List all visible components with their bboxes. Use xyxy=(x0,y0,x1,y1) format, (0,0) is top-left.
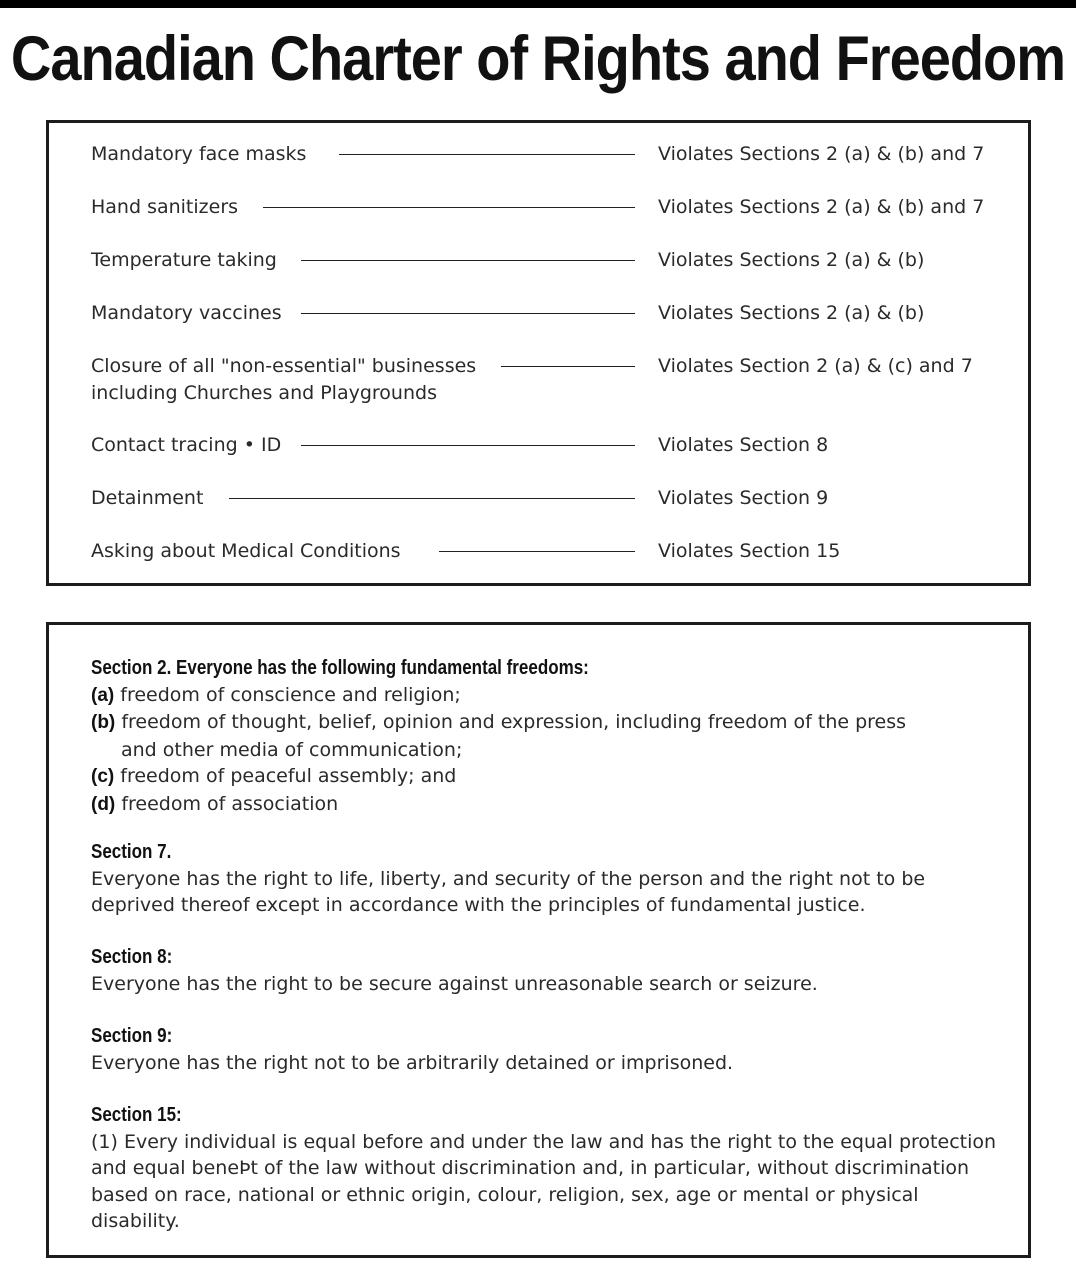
section-text: deprived thereof except in accordance with the principles of fundamental justice. xyxy=(91,894,866,916)
violations-box xyxy=(46,120,1031,586)
violation-result: Violates Section 8 xyxy=(658,434,829,456)
violation-result: Violates Section 2 (a) & (c) and 7 xyxy=(658,355,973,377)
section-text: Everyone has the right to life, liberty, and security of the person and the right not to be xyxy=(91,867,926,890)
section-text: based on race, national or ethnic origin, colour, religion, sex, age or mental or physical xyxy=(91,1183,919,1206)
section-text: (1) Every individual is equal before and under the law and has the right to the equal protection xyxy=(91,1130,997,1153)
section-9 xyxy=(91,1023,733,1076)
item-text-continued: and other media of communication; xyxy=(121,738,463,761)
leader-line xyxy=(301,313,635,314)
section-8 xyxy=(91,944,818,997)
measure-label: Contact tracing • ID xyxy=(91,434,282,456)
section-15 xyxy=(91,1102,996,1235)
leader-line xyxy=(263,207,635,208)
item-tag: (a) xyxy=(91,684,115,706)
item-tag: (d) xyxy=(91,793,116,815)
section-heading: Section 9: xyxy=(91,1025,173,1047)
measure-label: Asking about Medical Conditions xyxy=(91,540,401,562)
page-title: Canadian Charter of Rights and Freedom xyxy=(10,23,1066,94)
section-text: Everyone has the right not to be arbitrarily detained or imprisoned. xyxy=(91,1051,734,1074)
leader-line xyxy=(501,366,635,367)
item-text: freedom of thought, belief, opinion and expression, including freedom of the press xyxy=(121,711,907,733)
leader-line xyxy=(229,498,635,499)
violation-result: Violates Sections 2 (a) & (b) xyxy=(658,249,925,271)
violation-result: Violates Section 15 xyxy=(658,540,841,562)
top-border-bar xyxy=(0,0,1076,8)
measure-label: Temperature taking xyxy=(91,249,277,271)
leader-line xyxy=(439,551,635,552)
measure-label: Mandatory vaccines xyxy=(91,302,282,324)
item-text: freedom of association xyxy=(121,792,339,815)
leader-line xyxy=(339,154,635,155)
measure-label: Detainment xyxy=(91,487,204,509)
item-tag: (b) xyxy=(91,712,116,733)
item-tag: (c) xyxy=(91,766,115,787)
violation-result: Violates Section 9 xyxy=(658,487,829,509)
leader-line xyxy=(301,260,635,261)
leader-line xyxy=(301,445,635,446)
measure-label: Hand sanitizers xyxy=(91,196,239,218)
section-heading: Section 7. xyxy=(91,841,172,863)
violation-result: Violates Sections 2 (a) & (b) and 7 xyxy=(658,196,985,218)
section-text: disability. xyxy=(91,1210,180,1232)
measure-label: Closure of all "non-essential" businesses xyxy=(91,355,477,377)
section-heading: Section 2. Everyone has the following fundamental freedoms: xyxy=(91,657,589,679)
section-text: and equal beneÞt of the law without discrimination and, in particular, without discrimination xyxy=(91,1157,970,1179)
item-text: freedom of peaceful assembly; and xyxy=(120,765,457,787)
section-7 xyxy=(91,839,925,919)
violation-result: Violates Sections 2 (a) & (b) and 7 xyxy=(658,143,985,165)
violation-result: Violates Sections 2 (a) & (b) xyxy=(658,302,925,324)
sections-box xyxy=(46,622,1031,1258)
section-2 xyxy=(91,655,906,818)
section-heading: Section 8: xyxy=(91,946,173,968)
section-heading: Section 15: xyxy=(91,1104,182,1126)
measure-label-continued: including Churches and Playgrounds xyxy=(91,382,437,404)
section-text: Everyone has the right to be secure against unreasonable search or seizure. xyxy=(91,972,818,995)
item-text: freedom of conscience and religion; xyxy=(120,683,461,706)
measure-label: Mandatory face masks xyxy=(91,143,307,165)
